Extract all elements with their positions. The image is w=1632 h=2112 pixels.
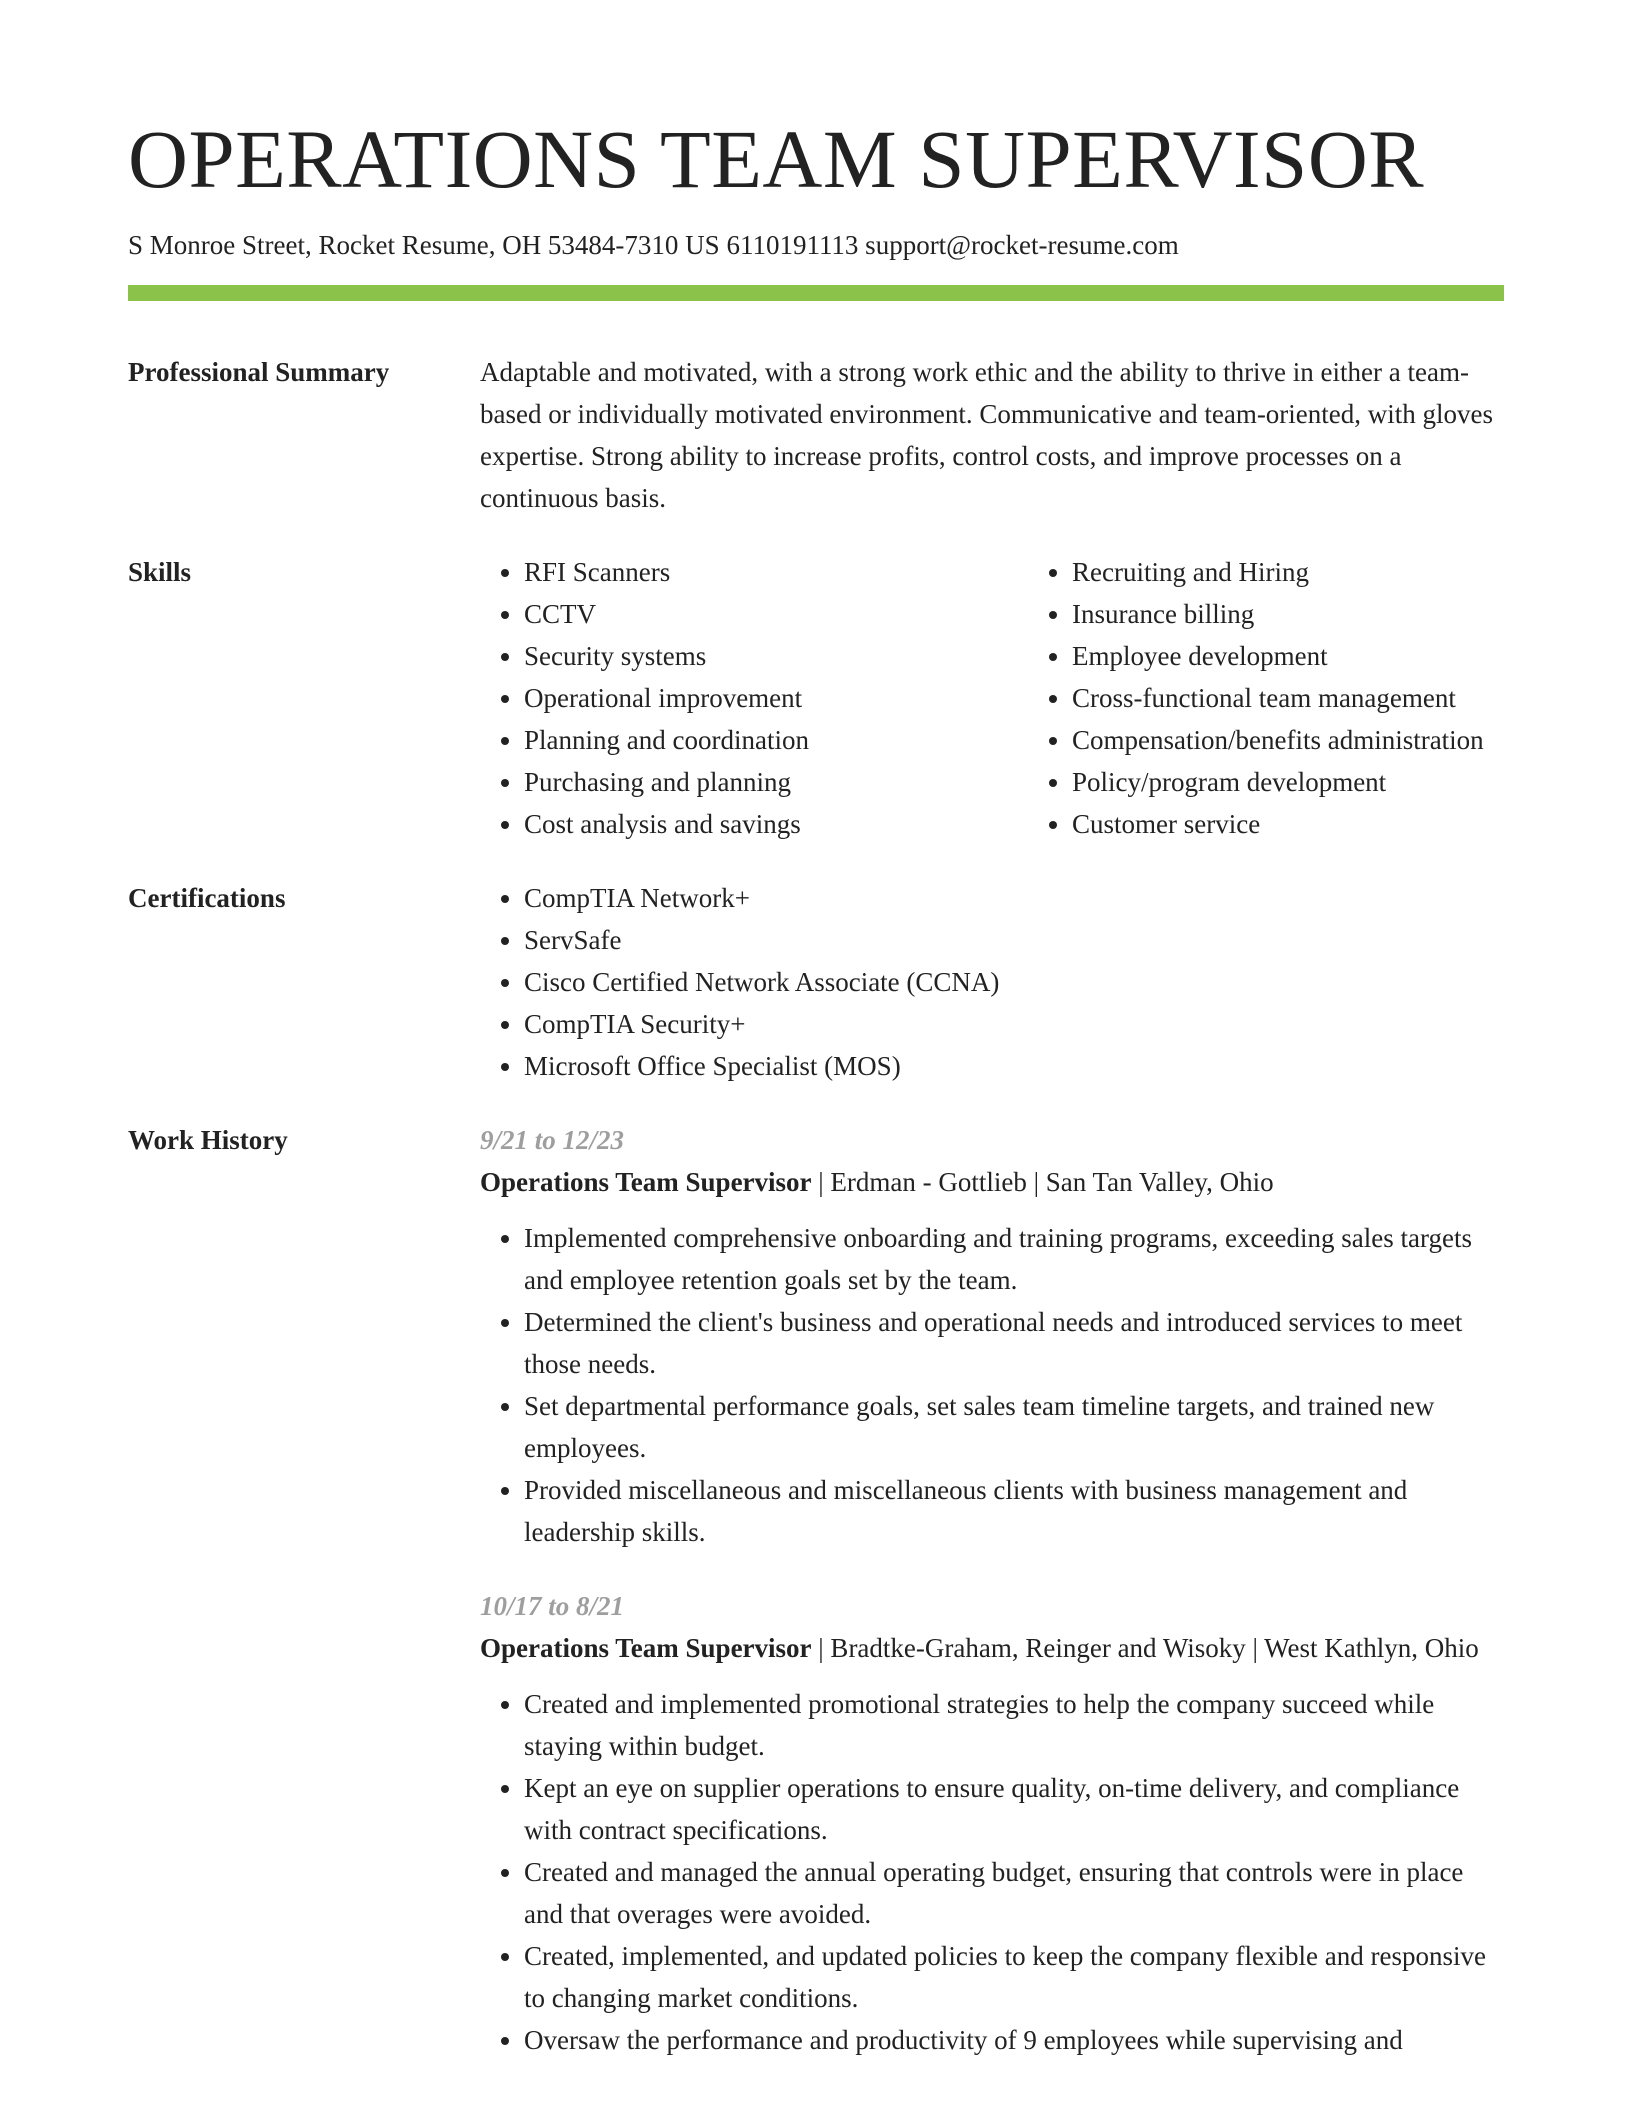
certification-item: • CompTIA Security+	[524, 1003, 1504, 1045]
job-bullet: • Set departmental performance goals, set sales team timeline targets, and trained new employees.	[524, 1385, 1504, 1469]
skill-item: • Cross-functional team management	[1072, 677, 1504, 719]
job-title: Operations Team Supervisor	[480, 1633, 812, 1664]
skill-item: • Planning and coordination	[524, 719, 1028, 761]
job-heading	[480, 1627, 1504, 1669]
certification-item: • ServSafe	[524, 919, 1504, 961]
certifications-list	[480, 877, 1504, 1087]
job-bullet: • Oversaw the performance and productivity of 9 employees while supervising and	[524, 2019, 1504, 2061]
skill-item: • Recruiting and Hiring	[1072, 551, 1504, 593]
section-professional-summary	[128, 351, 1504, 519]
job-bullet: • Created and managed the annual operating budget, ensuring that controls were in place and that overages were avoided.	[524, 1851, 1504, 1935]
job-bullet: • Determined the client's business and operational needs and introduced services to meet those needs.	[524, 1301, 1504, 1385]
resume-title: OPERATIONS TEAM SUPERVISOR	[128, 113, 1425, 205]
skills-list-left	[480, 551, 1028, 845]
certifications-body	[480, 877, 1504, 1087]
section-label-certifications: Certifications	[128, 883, 286, 914]
section-label-summary: Professional Summary	[128, 357, 390, 388]
section-skills	[128, 551, 1504, 845]
certification-item: • CompTIA Network+	[524, 877, 1504, 919]
accent-divider	[128, 285, 1504, 301]
job-bullet: • Implemented comprehensive onboarding and training programs, exceeding sales targets and employee retention goals set by the team.	[524, 1217, 1504, 1301]
job-details: | Bradtke-Graham, Reinger and Wisoky | West Kathlyn, Ohio	[811, 1633, 1479, 1664]
skill-item: • Employee development	[1072, 635, 1504, 677]
skill-item: • CCTV	[524, 593, 1028, 635]
section-label-skills: Skills	[128, 557, 192, 588]
job-entry	[480, 1585, 1504, 2061]
skill-item: • RFI Scanners	[524, 551, 1028, 593]
skill-item: • Insurance billing	[1072, 593, 1504, 635]
job-bullets	[480, 1217, 1504, 1553]
job-heading	[480, 1161, 1504, 1203]
skill-item: • Purchasing and planning	[524, 761, 1028, 803]
skill-item: • Operational improvement	[524, 677, 1028, 719]
summary-body	[480, 351, 1504, 519]
work-history-body	[480, 1119, 1504, 2061]
skill-item: • Customer service	[1072, 803, 1504, 845]
job-bullet: • Created and implemented promotional strategies to help the company succeed while staying within budget.	[524, 1683, 1504, 1767]
skill-item: • Cost analysis and savings	[524, 803, 1028, 845]
skill-item: • Compensation/benefits administration	[1072, 719, 1504, 761]
skill-item: • Security systems	[524, 635, 1028, 677]
job-title: Operations Team Supervisor	[480, 1167, 812, 1198]
job-bullets	[480, 1683, 1504, 2061]
skills-list-right	[1028, 551, 1504, 845]
job-entry	[480, 1119, 1504, 1553]
certification-item: • Cisco Certified Network Associate (CCNA)	[524, 961, 1504, 1003]
skills-grid	[480, 551, 1504, 845]
contact-info: S Monroe Street, Rocket Resume, OH 53484-7310 US 6110191113 support@rocket-resume.com	[128, 230, 1179, 260]
job-bullet: • Provided miscellaneous and miscellaneous clients with business management and leadership skills.	[524, 1469, 1504, 1553]
section-certifications	[128, 877, 1504, 1087]
job-dates: 9/21 to 12/23	[480, 1125, 625, 1156]
job-bullet: • Created, implemented, and updated policies to keep the company flexible and responsive to changing market conditions.	[524, 1935, 1504, 2019]
section-label-work-history: Work History	[128, 1125, 288, 1156]
summary-text: Adaptable and motivated, with a strong work ethic and the ability to thrive in either a team-based or individually motivated environment. Communicative and team-oriented, with gloves expertise. Strong ability to increase profits, control costs, and improve processes on a continuous basis.	[480, 357, 1494, 514]
job-bullet: • Kept an eye on supplier operations to ensure quality, on-time delivery, and compliance with contract specifications.	[524, 1767, 1504, 1851]
job-dates: 10/17 to 8/21	[480, 1591, 625, 1622]
section-work-history	[128, 1119, 1504, 2061]
skill-item: • Policy/program development	[1072, 761, 1504, 803]
job-details: | Erdman - Gottlieb | San Tan Valley, Ohio	[811, 1167, 1274, 1198]
certification-item: • Microsoft Office Specialist (MOS)	[524, 1045, 1504, 1087]
